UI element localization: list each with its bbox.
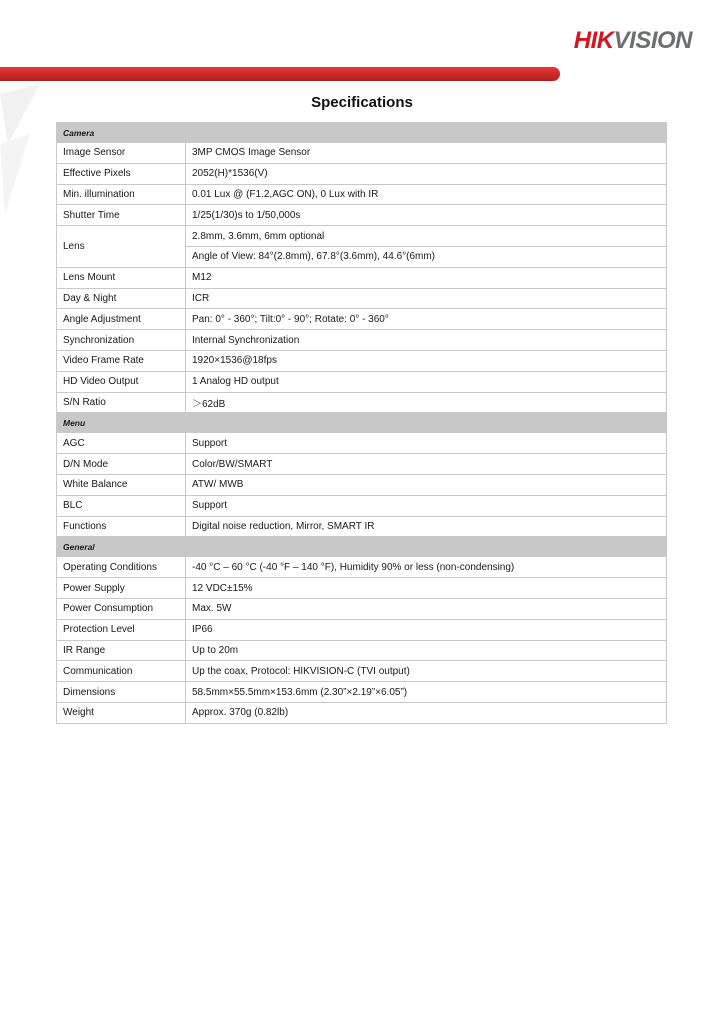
spec-label: Image Sensor [57, 143, 186, 164]
spec-value: Internal Synchronization [186, 330, 667, 351]
table-row [57, 330, 667, 351]
spec-label: S/N Ratio [57, 392, 186, 413]
section-header-menu [57, 413, 667, 433]
section-header-camera [57, 123, 667, 143]
spec-label: Protection Level [57, 619, 186, 640]
spec-label: Video Frame Rate [57, 350, 186, 371]
spec-label: Synchronization [57, 330, 186, 351]
section-header-general [57, 537, 667, 557]
table-row [57, 205, 667, 226]
spec-label: AGC [57, 433, 186, 454]
spec-value: 2052(H)*1536(V) [186, 163, 667, 184]
table-row [57, 474, 667, 495]
spec-value: ATW/ MWB [186, 474, 667, 495]
spec-label: Weight [57, 702, 186, 723]
logo-part-red: HIK [573, 27, 614, 54]
table-row [57, 454, 667, 475]
spec-value: Support [186, 495, 667, 516]
table-row [57, 661, 667, 682]
spec-value: IP66 [186, 619, 667, 640]
spec-label: HD Video Output [57, 371, 186, 392]
table-row [57, 557, 667, 578]
table-row [57, 163, 667, 184]
table-row [57, 392, 667, 413]
table-row [57, 267, 667, 288]
table-row [57, 226, 667, 247]
table-row [57, 350, 667, 371]
spec-value: Approx. 370g (0.82lb) [186, 702, 667, 723]
header-red-bar [0, 67, 560, 81]
table-row [57, 495, 667, 516]
spec-label: Power Consumption [57, 598, 186, 619]
section-title: Menu [57, 413, 667, 433]
spec-value: 58.5mm×55.5mm×153.6mm (2.30”×2.19”×6.05”) [186, 682, 667, 703]
hikvision-logo [574, 29, 692, 53]
spec-value: Support [186, 433, 667, 454]
spec-value: Angle of View: 84°(2.8mm), 67.8°(3.6mm), 44.6°(6mm) [186, 246, 667, 267]
spec-value: Up to 20m [186, 640, 667, 661]
spec-value: Digital noise reduction, Mirror, SMART IR [186, 516, 667, 537]
spec-value: M12 [186, 267, 667, 288]
spec-value: 1/25(1/30)s to 1/50,000s [186, 205, 667, 226]
spec-label: IR Range [57, 640, 186, 661]
spec-label: Communication [57, 661, 186, 682]
spec-table [56, 122, 667, 724]
table-row [57, 309, 667, 330]
spec-value: 12 VDC±15% [186, 578, 667, 599]
table-row [57, 640, 667, 661]
spec-value: ＞62dB [186, 392, 667, 413]
page-title: Specifications [311, 94, 413, 111]
spec-label: Lens Mount [57, 267, 186, 288]
spec-label: Lens [57, 226, 186, 268]
spec-label: Dimensions [57, 682, 186, 703]
spec-label: Effective Pixels [57, 163, 186, 184]
logo-part-gray: VISION [613, 27, 692, 54]
spec-value: 3MP CMOS Image Sensor [186, 143, 667, 164]
table-row [57, 598, 667, 619]
spec-label: Operating Conditions [57, 557, 186, 578]
table-row [57, 143, 667, 164]
table-row [57, 288, 667, 309]
spec-label: Power Supply [57, 578, 186, 599]
spec-value: 2.8mm, 3.6mm, 6mm optional [186, 226, 667, 247]
spec-value: Color/BW/SMART [186, 454, 667, 475]
table-row [57, 578, 667, 599]
table-row [57, 433, 667, 454]
spec-label: D/N Mode [57, 454, 186, 475]
spec-value: -40 °C – 60 °C (-40 °F – 140 °F), Humidity 90% or less (non-condensing) [186, 557, 667, 578]
table-row [57, 516, 667, 537]
table-row [57, 184, 667, 205]
spec-label: Min. illumination [57, 184, 186, 205]
table-row [57, 371, 667, 392]
spec-value: ICR [186, 288, 667, 309]
spec-label: White Balance [57, 474, 186, 495]
spec-value: 1920×1536@18fps [186, 350, 667, 371]
spec-label: Day & Night [57, 288, 186, 309]
table-row [57, 702, 667, 723]
spec-label: Shutter Time [57, 205, 186, 226]
spec-value: Up the coax, Protocol: HIKVISION-C (TVI output) [186, 661, 667, 682]
section-title: Camera [57, 123, 667, 143]
section-title: General [57, 537, 667, 557]
spec-label: Angle Adjustment [57, 309, 186, 330]
table-row [57, 682, 667, 703]
spec-value: Max. 5W [186, 598, 667, 619]
spec-label: Functions [57, 516, 186, 537]
spec-value: 1 Analog HD output [186, 371, 667, 392]
spec-value: 0.01 Lux @ (F1.2,AGC ON), 0 Lux with IR [186, 184, 667, 205]
table-row [57, 619, 667, 640]
spec-value: Pan: 0° - 360°; Tilt:0° - 90°; Rotate: 0° - 360° [186, 309, 667, 330]
spec-label: BLC [57, 495, 186, 516]
